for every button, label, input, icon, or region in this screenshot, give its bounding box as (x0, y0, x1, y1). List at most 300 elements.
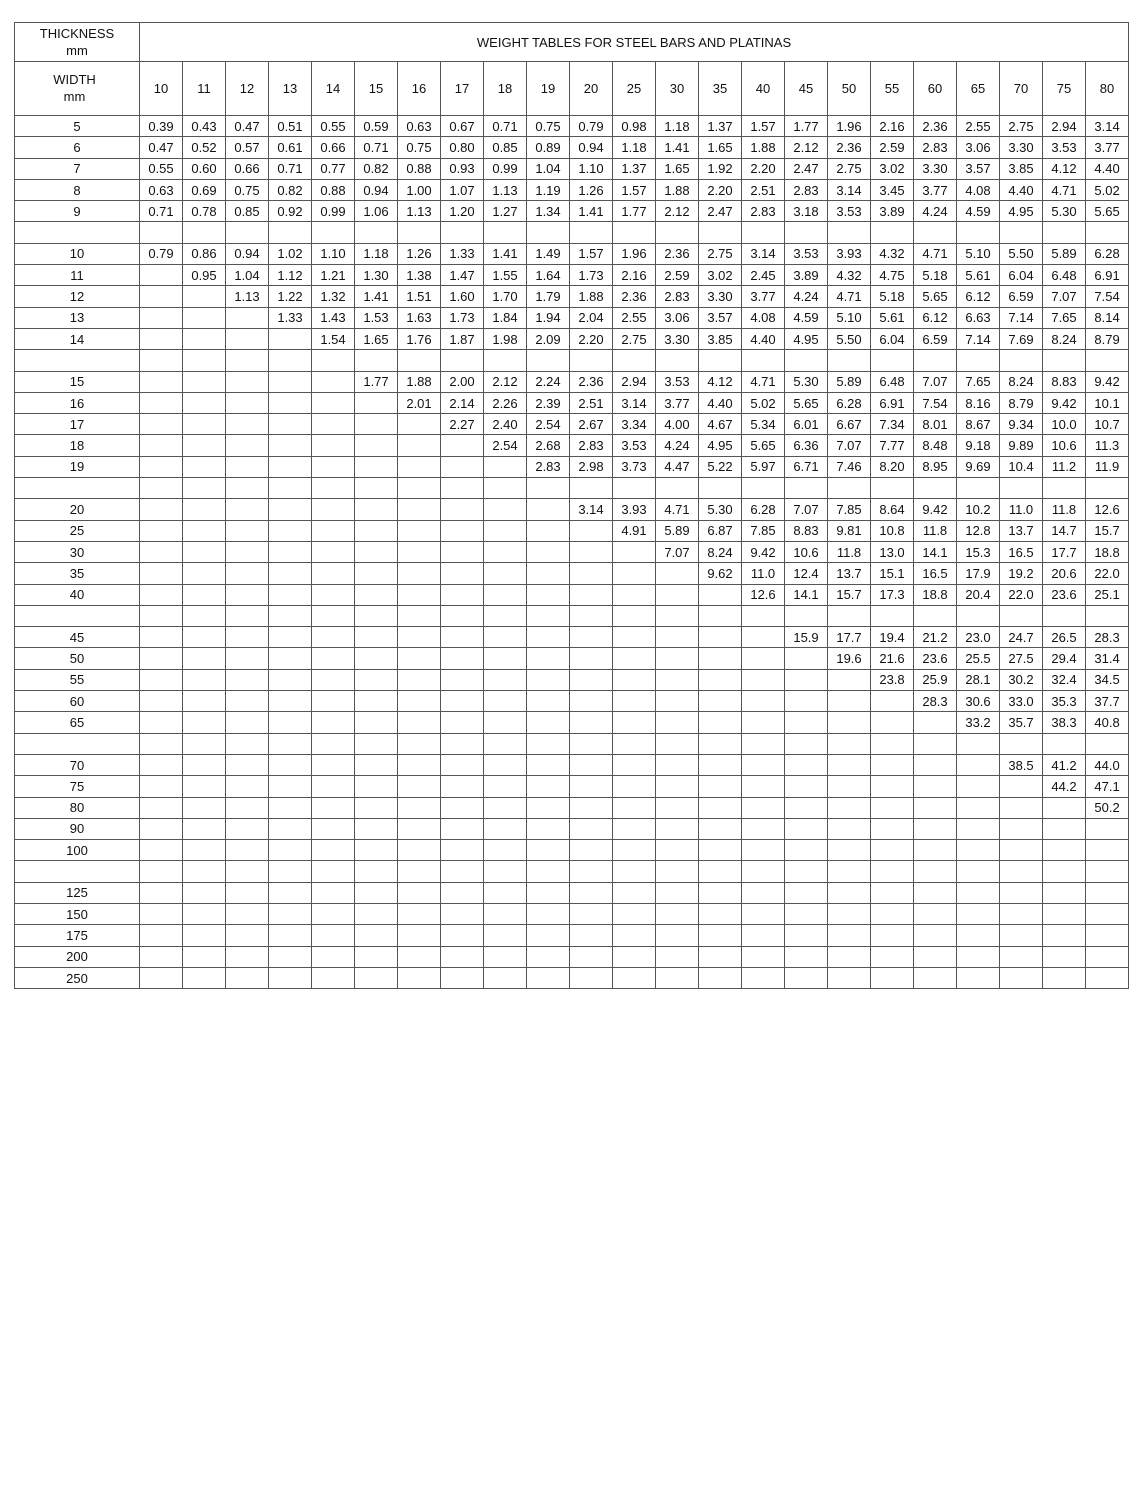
weight-cell (1086, 967, 1129, 988)
weight-cell (527, 967, 570, 988)
weight-cell (613, 712, 656, 733)
weight-cell: 0.98 (613, 116, 656, 137)
weight-cell (140, 840, 183, 861)
weight-cell: 11.8 (828, 541, 871, 562)
empty-cell (656, 478, 699, 499)
weight-cell: 1.63 (398, 307, 441, 328)
weight-cell (742, 669, 785, 690)
empty-cell (785, 478, 828, 499)
empty-cell (1043, 605, 1086, 626)
weight-cell (527, 903, 570, 924)
weight-cell: 17.9 (957, 563, 1000, 584)
weight-cell (140, 627, 183, 648)
width-header-150: 150 (15, 903, 140, 924)
weight-cell: 6.12 (914, 307, 957, 328)
weight-cell (570, 563, 613, 584)
weight-cell: 1.57 (742, 116, 785, 137)
weight-cell (441, 882, 484, 903)
table-row (15, 414, 1129, 435)
weight-cell (613, 797, 656, 818)
width-header-100: 100 (15, 840, 140, 861)
weight-cell: 2.94 (1043, 116, 1086, 137)
weight-cell: 0.71 (140, 201, 183, 222)
weight-cell: 0.63 (140, 179, 183, 200)
weight-cell (1086, 882, 1129, 903)
weight-cell (828, 903, 871, 924)
weight-cell (269, 818, 312, 839)
weight-cell (742, 925, 785, 946)
weight-cell (441, 903, 484, 924)
weight-cell (613, 669, 656, 690)
weight-cell: 19.4 (871, 627, 914, 648)
weight-cell: 9.89 (1000, 435, 1043, 456)
weight-cell (656, 584, 699, 605)
weight-cell (957, 903, 1000, 924)
weight-cell: 8.95 (914, 456, 957, 477)
weight-cell: 0.43 (183, 116, 226, 137)
empty-cell (527, 350, 570, 371)
weight-cell: 12.6 (742, 584, 785, 605)
weight-cell (226, 541, 269, 562)
weight-cell: 4.40 (1000, 179, 1043, 200)
weight-cell: 4.12 (1043, 158, 1086, 179)
width-label: WIDTH (53, 71, 96, 87)
weight-cell: 5.65 (1086, 201, 1129, 222)
weight-cell: 1.64 (527, 265, 570, 286)
empty-cell (871, 222, 914, 243)
weight-cell: 4.71 (742, 371, 785, 392)
weight-cell: 0.63 (398, 116, 441, 137)
empty-cell (484, 733, 527, 754)
weight-cell (699, 627, 742, 648)
empty-cell (828, 350, 871, 371)
table-row (15, 286, 1129, 307)
weight-cell: 2.67 (570, 414, 613, 435)
empty-cell (871, 350, 914, 371)
weight-cell: 1.10 (570, 158, 613, 179)
empty-cell (140, 350, 183, 371)
table-row (15, 754, 1129, 775)
weight-cell: 6.04 (1000, 265, 1043, 286)
weight-cell (742, 754, 785, 775)
weight-cell (828, 776, 871, 797)
weight-cell: 0.92 (269, 201, 312, 222)
empty-cell (441, 861, 484, 882)
weight-cell (1086, 818, 1129, 839)
width-header-18: 18 (15, 435, 140, 456)
weight-cell (183, 328, 226, 349)
weight-cell (140, 520, 183, 541)
weight-cell (312, 776, 355, 797)
weight-cell (441, 776, 484, 797)
weight-cell: 0.94 (570, 137, 613, 158)
weight-cell (570, 776, 613, 797)
weight-cell (1043, 818, 1086, 839)
weight-cell (570, 541, 613, 562)
weight-cell (312, 818, 355, 839)
weight-cell (183, 669, 226, 690)
empty-cell (183, 350, 226, 371)
weight-cell (871, 776, 914, 797)
empty-cell (957, 861, 1000, 882)
weight-cell (570, 840, 613, 861)
weight-cell (1000, 967, 1043, 988)
weight-cell (226, 435, 269, 456)
weight-cell (1043, 903, 1086, 924)
weight-cell (398, 456, 441, 477)
weight-cell (828, 967, 871, 988)
weight-cell (1043, 797, 1086, 818)
weight-cell: 1.73 (441, 307, 484, 328)
weight-cell (312, 499, 355, 520)
weight-cell (355, 499, 398, 520)
weight-cell (914, 712, 957, 733)
empty-cell (871, 605, 914, 626)
weight-cell (527, 818, 570, 839)
weight-cell (312, 648, 355, 669)
weight-cell (914, 754, 957, 775)
weight-cell: 1.60 (441, 286, 484, 307)
weight-cell: 8.14 (1086, 307, 1129, 328)
weight-cell (355, 414, 398, 435)
table-row (15, 392, 1129, 413)
empty-cell (1000, 478, 1043, 499)
empty-cell (699, 605, 742, 626)
table-row (15, 627, 1129, 648)
weight-cell (183, 414, 226, 435)
empty-cell (484, 350, 527, 371)
weight-cell (140, 712, 183, 733)
weight-cell (656, 627, 699, 648)
empty-cell (1000, 605, 1043, 626)
weight-cell (871, 903, 914, 924)
weight-cell: 2.36 (914, 116, 957, 137)
weight-cell: 2.20 (699, 179, 742, 200)
weight-cell (613, 691, 656, 712)
weight-cell: 4.47 (656, 456, 699, 477)
weight-cell: 5.65 (785, 392, 828, 413)
weight-cell: 12.4 (785, 563, 828, 584)
weight-cell: 14.7 (1043, 520, 1086, 541)
weight-cell (355, 903, 398, 924)
weight-cell: 27.5 (1000, 648, 1043, 669)
weight-cell: 5.18 (871, 286, 914, 307)
weight-cell (484, 840, 527, 861)
empty-cell (269, 350, 312, 371)
weight-cell (742, 967, 785, 988)
weight-cell (527, 797, 570, 818)
weight-cell (1043, 946, 1086, 967)
weight-cell (398, 414, 441, 435)
weight-cell: 2.00 (441, 371, 484, 392)
empty-cell (312, 733, 355, 754)
weight-cell (441, 648, 484, 669)
weight-cell: 38.5 (1000, 754, 1043, 775)
weight-cell: 1.92 (699, 158, 742, 179)
weight-cell (269, 392, 312, 413)
weight-cell (183, 648, 226, 669)
weight-cell (140, 691, 183, 712)
weight-cell (613, 946, 656, 967)
weight-cell: 7.46 (828, 456, 871, 477)
weight-cell: 35.7 (1000, 712, 1043, 733)
weight-cell (183, 456, 226, 477)
width-header-20: 20 (15, 499, 140, 520)
weight-cell (742, 882, 785, 903)
width-header-70: 70 (15, 754, 140, 775)
weight-cell: 11.3 (1086, 435, 1129, 456)
thickness-axis-label (15, 23, 140, 62)
weight-cell (183, 541, 226, 562)
weight-cell: 6.91 (871, 392, 914, 413)
empty-cell (570, 605, 613, 626)
weight-cell (140, 265, 183, 286)
weight-cell (570, 967, 613, 988)
weight-cell: 9.62 (699, 563, 742, 584)
spacer-row (15, 350, 1129, 371)
weight-cell (269, 648, 312, 669)
weight-cell (355, 967, 398, 988)
weight-cell: 24.7 (1000, 627, 1043, 648)
weight-cell: 4.40 (699, 392, 742, 413)
weight-cell: 3.30 (656, 328, 699, 349)
empty-cell (140, 222, 183, 243)
width-header-7: 7 (15, 158, 140, 179)
weight-cell: 7.07 (656, 541, 699, 562)
weight-cell (226, 648, 269, 669)
weight-cell: 8.24 (1000, 371, 1043, 392)
weight-cell (570, 520, 613, 541)
weight-cell: 4.24 (656, 435, 699, 456)
weight-cell (312, 392, 355, 413)
weight-cell (871, 797, 914, 818)
weight-cell (785, 776, 828, 797)
weight-cell (183, 435, 226, 456)
weight-cell: 2.45 (742, 265, 785, 286)
weight-cell (828, 797, 871, 818)
weight-cell (140, 818, 183, 839)
weight-cell: 4.08 (957, 179, 1000, 200)
weight-cell: 2.24 (527, 371, 570, 392)
weight-cell: 6.48 (871, 371, 914, 392)
weight-cell (269, 776, 312, 797)
weight-cell: 25.1 (1086, 584, 1129, 605)
weight-cell (871, 754, 914, 775)
weight-cell: 5.30 (1043, 201, 1086, 222)
weight-cell: 8.01 (914, 414, 957, 435)
thickness-header-50: 50 (828, 62, 871, 116)
weight-cell: 21.6 (871, 648, 914, 669)
empty-cell (484, 222, 527, 243)
weight-cell (828, 882, 871, 903)
empty-cell (742, 861, 785, 882)
weight-cell (699, 903, 742, 924)
weight-cell: 3.30 (699, 286, 742, 307)
weight-cell: 9.34 (1000, 414, 1043, 435)
empty-cell (1000, 350, 1043, 371)
weight-cell (871, 818, 914, 839)
weight-cell: 2.16 (871, 116, 914, 137)
weight-cell: 1.65 (355, 328, 398, 349)
weight-cell (742, 691, 785, 712)
weight-cell: 4.95 (1000, 201, 1043, 222)
weight-cell (656, 946, 699, 967)
weight-cell (570, 669, 613, 690)
weight-cell: 1.41 (570, 201, 613, 222)
empty-cell (226, 222, 269, 243)
thickness-label: THICKNESS (39, 26, 115, 41)
weight-cell (226, 627, 269, 648)
weight-cell: 2.98 (570, 456, 613, 477)
weight-cell (1000, 840, 1043, 861)
weight-cell (226, 456, 269, 477)
weight-cell: 5.89 (1043, 243, 1086, 264)
weight-cell: 18.8 (1086, 541, 1129, 562)
empty-cell (527, 733, 570, 754)
weight-cell: 4.71 (1043, 179, 1086, 200)
weight-cell: 1.26 (570, 179, 613, 200)
empty-cell (226, 605, 269, 626)
weight-cell: 4.71 (656, 499, 699, 520)
weight-cell: 5.89 (656, 520, 699, 541)
table-row (15, 499, 1129, 520)
empty-cell (183, 222, 226, 243)
weight-cell: 33.2 (957, 712, 1000, 733)
weight-cell: 2.83 (914, 137, 957, 158)
weight-cell (914, 840, 957, 861)
empty-cell (269, 605, 312, 626)
weight-cell: 30.2 (1000, 669, 1043, 690)
weight-cell (656, 903, 699, 924)
weight-cell (871, 840, 914, 861)
weight-cell (355, 818, 398, 839)
weight-cell: 1.13 (484, 179, 527, 200)
weight-cell (398, 648, 441, 669)
weight-cell (312, 669, 355, 690)
weight-cell (398, 967, 441, 988)
weight-cell: 2.36 (613, 286, 656, 307)
weight-cell: 1.41 (656, 137, 699, 158)
weight-cell (312, 520, 355, 541)
weight-cell (269, 627, 312, 648)
weight-cell: 16.5 (914, 563, 957, 584)
weight-cell: 0.75 (226, 179, 269, 200)
weight-cell: 2.12 (484, 371, 527, 392)
weight-cell (226, 776, 269, 797)
empty-cell (570, 478, 613, 499)
weight-cell: 9.42 (1043, 392, 1086, 413)
weight-cell (226, 669, 269, 690)
width-header-12: 12 (15, 286, 140, 307)
weight-cell (140, 328, 183, 349)
weight-cell: 1.41 (355, 286, 398, 307)
weight-cell: 10.8 (871, 520, 914, 541)
weight-cell (742, 797, 785, 818)
empty-cell (1000, 222, 1043, 243)
weight-cell (1043, 882, 1086, 903)
weight-cell (484, 818, 527, 839)
weight-cell: 4.24 (914, 201, 957, 222)
empty-cell (269, 478, 312, 499)
empty-cell (742, 733, 785, 754)
weight-cell (570, 648, 613, 669)
empty-cell (828, 733, 871, 754)
weight-cell: 4.00 (656, 414, 699, 435)
table-row (15, 307, 1129, 328)
weight-cell: 2.47 (699, 201, 742, 222)
weight-cell (355, 691, 398, 712)
weight-cell (1000, 818, 1043, 839)
weight-cell: 3.85 (1000, 158, 1043, 179)
weight-cell (183, 882, 226, 903)
empty-cell (871, 478, 914, 499)
empty-cell (699, 478, 742, 499)
weight-cell (269, 712, 312, 733)
width-header-25: 25 (15, 520, 140, 541)
width-header-45: 45 (15, 627, 140, 648)
thickness-header-30: 30 (656, 62, 699, 116)
weight-cell: 2.75 (613, 328, 656, 349)
weight-cell: 2.83 (527, 456, 570, 477)
weight-cell (785, 691, 828, 712)
weight-cell (570, 925, 613, 946)
weight-cell (312, 541, 355, 562)
weight-cell (269, 691, 312, 712)
weight-cell (398, 669, 441, 690)
weight-cell (484, 776, 527, 797)
weight-cell (441, 754, 484, 775)
weight-cell (226, 882, 269, 903)
weight-cell: 0.39 (140, 116, 183, 137)
weight-cell: 7.14 (1000, 307, 1043, 328)
weight-cell (398, 712, 441, 733)
weight-cell (269, 563, 312, 584)
spacer-row (15, 861, 1129, 882)
thickness-header-35: 35 (699, 62, 742, 116)
width-header-16: 16 (15, 392, 140, 413)
weight-cell: 1.98 (484, 328, 527, 349)
weight-cell: 13.7 (1000, 520, 1043, 541)
weight-cell: 44.0 (1086, 754, 1129, 775)
weight-cell (699, 946, 742, 967)
weight-cell: 2.12 (785, 137, 828, 158)
weight-cell: 10.6 (785, 541, 828, 562)
weight-cell: 3.53 (1043, 137, 1086, 158)
weight-cell (226, 967, 269, 988)
weight-cell: 7.07 (785, 499, 828, 520)
weight-cell (398, 499, 441, 520)
weight-cell: 0.88 (312, 179, 355, 200)
weight-cell: 2.83 (570, 435, 613, 456)
weight-cell (183, 967, 226, 988)
weight-cell (527, 925, 570, 946)
table-row (15, 456, 1129, 477)
weight-cell (226, 499, 269, 520)
weight-cell: 6.01 (785, 414, 828, 435)
weight-cell (656, 797, 699, 818)
empty-cell (183, 861, 226, 882)
weight-cell: 5.34 (742, 414, 785, 435)
weight-cell (441, 712, 484, 733)
weight-cell (656, 669, 699, 690)
weight-cell (140, 669, 183, 690)
weight-cell (183, 307, 226, 328)
weight-cell (613, 925, 656, 946)
weight-cell: 1.02 (269, 243, 312, 264)
empty-cell (1086, 350, 1129, 371)
weight-cell (226, 925, 269, 946)
empty-cell (613, 605, 656, 626)
